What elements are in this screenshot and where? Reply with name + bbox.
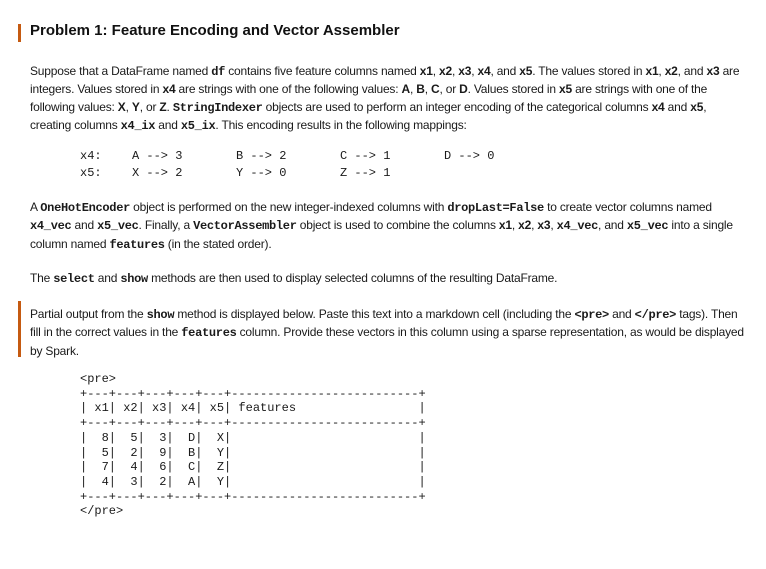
mapping-entry: X --> 2: [132, 166, 183, 180]
mapping-label: x5:: [80, 166, 102, 180]
show-output-block: <pre> +---+---+---+---+---+--------------------------+ | x1| x2| x3| x4| x5| features | +---+---+---+---+---+--------------------------+ | 8| 5| 3| D| X| | | 5| 2| 9| B| Y| | | 7| 4| 6| C| Z| | | 4| 3| 2| A| Y| | +---+---+---+---+---+--------------------------+ </pre>: [80, 372, 426, 519]
callout-accent-bar: [18, 301, 21, 357]
encoder-paragraph: A OneHotEncoder object is performed on the new integer-indexed columns with dropLast=False to create vector columns named x4_vec and x5_vec. Finally, a VectorAssembler object is used to combine the columns x1, x2, x3, x4_vec, and x5_vec into a single column named features (in the stated order).: [30, 200, 733, 252]
instructions-paragraph: Partial output from the show method is displayed below. Paste this text into a markdown cell (including the <pre> and </pre> tags). Then fill in the correct values in the features column. Provide these vectors in this column using a sparse representation, as would be displayed by Spark.: [30, 307, 744, 358]
mapping-table: [80, 149, 524, 183]
title-accent-bar: [18, 24, 21, 42]
select-show-paragraph: The select and show methods are then used to display selected columns of the resulting DataFrame.: [30, 271, 558, 286]
mapping-entry: Y --> 0: [236, 166, 287, 180]
mapping-entry: A --> 3: [132, 149, 183, 163]
mapping-entry: C --> 1: [340, 149, 391, 163]
page-title: Problem 1: Feature Encoding and Vector Assembler: [30, 22, 400, 39]
mapping-entry: D --> 0: [444, 149, 495, 163]
mapping-entry: Z --> 1: [340, 166, 391, 180]
mapping-row-x4: [80, 149, 524, 166]
intro-paragraph: Suppose that a DataFrame named df contains five feature columns named x1, x2, x3, x4, and x5. The values stored in x1, x2, and x3 are integers. Values stored in x4 are strings with one of the following values: A, B, C, or D. Values stored in x5 are strings with one of the following values: X, Y, or Z. StringIndexer objects are used to perform an integer encoding of the categorical columns x4 and x5, creating columns x4_ix and x5_ix. This encoding results in the following mappings:: [30, 64, 740, 133]
mapping-row-x5: [80, 166, 524, 183]
mapping-label: x4:: [80, 149, 102, 163]
mapping-entry: B --> 2: [236, 149, 287, 163]
mapping-entry: [444, 166, 524, 183]
